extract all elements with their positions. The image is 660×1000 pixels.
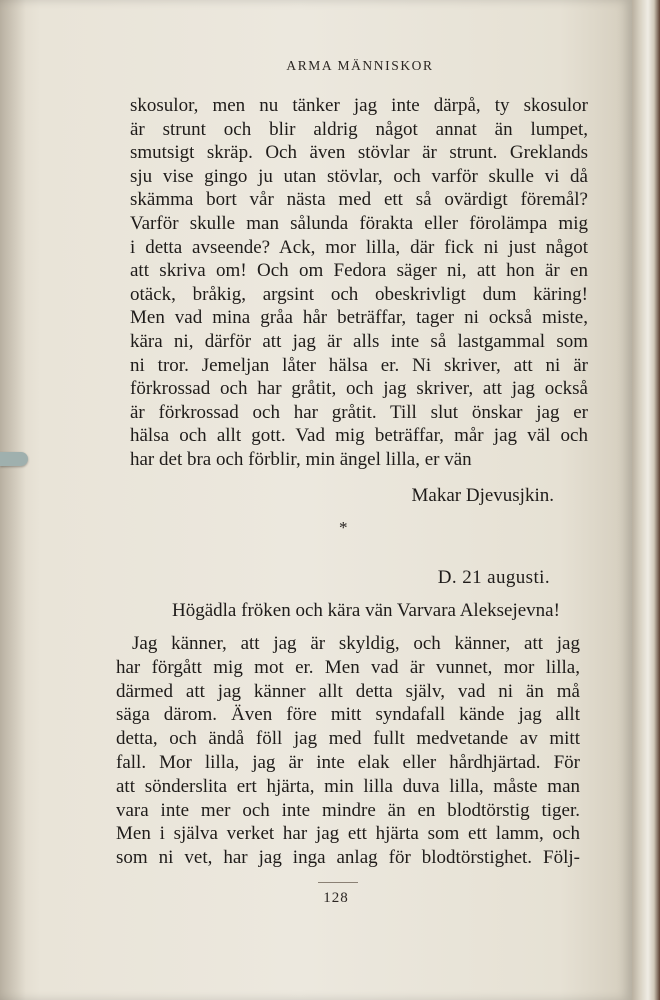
text-line: smutsigt skräp. Och även stövlar är strunt. Greklands (130, 142, 588, 164)
text-line: skosulor, men nu tänker jag inte därpå, ty skosulor (130, 95, 588, 116)
text-line: säga därom. Även före mitt syndafall kände jag allt (116, 704, 580, 726)
text-line: skämma bort vår nästa med ett så ovärdigt föremål? (130, 189, 588, 211)
text-line: förkrossad och har gråtit, och jag skriver, att jag också (130, 378, 588, 400)
letter-date: D. 21 augusti. (437, 567, 550, 588)
letter-body-1 (130, 94, 588, 472)
text-line: fall. Mor lilla, jag är inte elak eller hårdhjärtad. För (116, 751, 580, 773)
page-edge (632, 0, 660, 1000)
text-line: Jag känner, att jag är skyldig, och känner, att jag (132, 633, 580, 654)
running-head: ARMA MÄNNISKOR (286, 58, 434, 73)
text-line: i detta avseende? Ack, mor lilla, där fick ni just något (130, 236, 588, 258)
text-line: att skriva om! Och om Fedora säger ni, att hon är en (130, 260, 588, 282)
text-line: Men vad mina gråa hår beträffar, tager ni också miste, (130, 307, 588, 329)
salutation: Högädla fröken och kära vän Varvara Aleksejevna! (172, 600, 560, 621)
text-line: vara inte mer och inte mindre än en blodtörstig tiger. (116, 799, 580, 821)
text-line: som ni vet, har jag inga anlag för blodtörstighet. Följ- (116, 847, 580, 869)
text-line: därmed att jag känner allt detta själv, vad ni än må (116, 680, 580, 702)
letter-body-2 (116, 632, 580, 870)
text-line: detta, och ändå föll jag med fullt medvetande av mitt (116, 728, 580, 750)
spine-shadow (0, 0, 26, 1000)
text-line: otäck, bråkig, argsint och obeskrivligt dum käring! (130, 283, 588, 305)
text-line: kära ni, därför att jag är alls inte så lastgammal som (130, 330, 588, 352)
text-line: sju vise gingo ju utan stövlar, och varför skulle vi då (130, 165, 588, 187)
section-separator: * (339, 518, 348, 537)
text-line: är strunt och blir aldrig något annat än lumpet, (130, 118, 588, 140)
text-line: att sönderslita ert hjärta, min lilla duva lilla, måste man (116, 775, 580, 797)
text-line: ni tror. Jemeljan låter hälsa er. Ni skriver, att ni är (130, 354, 588, 376)
text-line: hälsa och allt gott. Vad mig beträffar, mår jag väl och (130, 425, 588, 447)
text-line: har det bra och förblir, min ängel lilla, er vän (130, 448, 472, 470)
page-number: 128 (323, 890, 349, 906)
bookmark-ribbon (0, 452, 28, 466)
signature: Makar Djevusjkin. (411, 485, 554, 506)
footer-rule (318, 882, 358, 883)
text-line: Varför skulle man sålunda förakta eller förolämpa mig (130, 212, 588, 234)
text-line: Men i själva verket har jag ett hjärta som ett lamm, och (116, 823, 580, 845)
text-line: har förgått mig mot er. Men vad är vunnet, mor lilla, (116, 656, 580, 678)
text-line: är förkrossad och har gråtit. Till slut önskar jag er (130, 401, 588, 423)
